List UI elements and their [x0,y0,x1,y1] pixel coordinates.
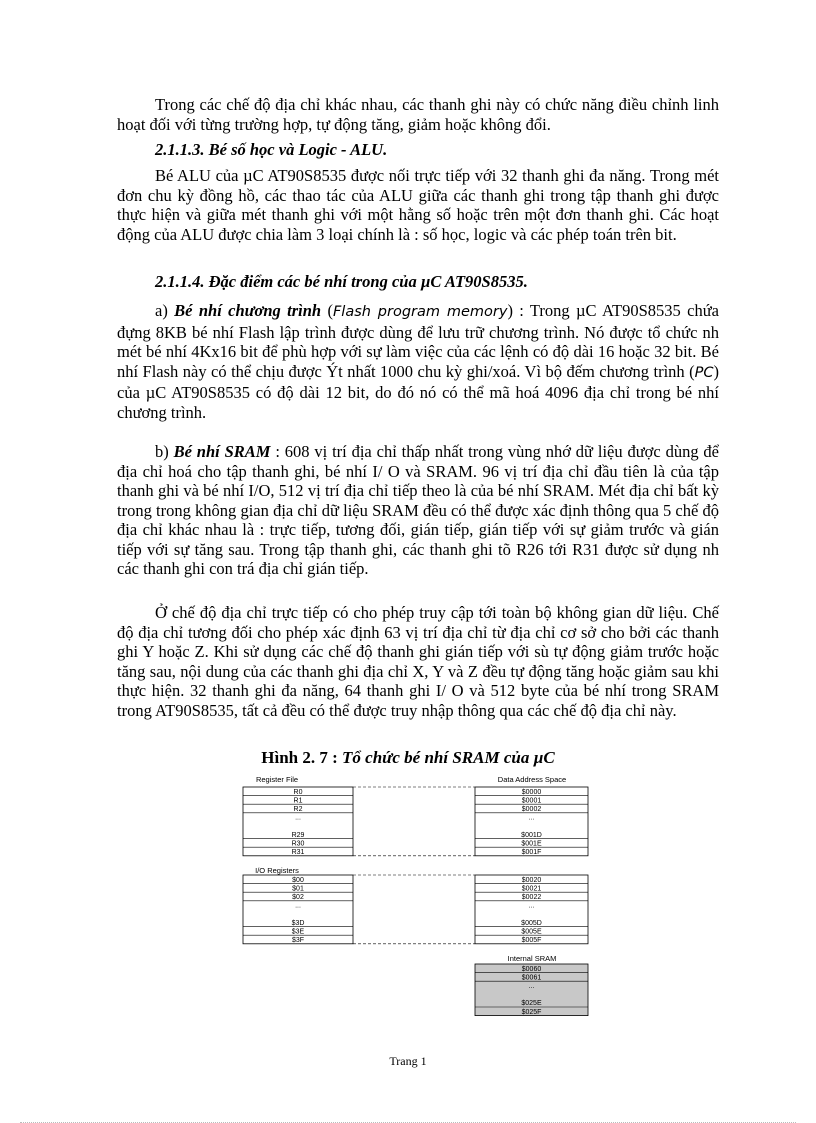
reg-address-cell: $001D [521,831,542,839]
para-a-term-en: Flash program memory [332,304,508,320]
sram-paragraph [117,442,719,579]
register-cell: R29 [291,831,305,839]
para-a-prefix: a) [155,301,175,320]
reg-address-cell: $001E [521,840,542,848]
io-register-cell: $01 [292,885,304,893]
caption-title: Tổ chức bé nhí SRAM của µC [342,748,555,767]
para-a-pc: PC [694,364,714,381]
register-cell: R0 [293,788,303,796]
internal-sram-column [475,964,588,1016]
reg-address-cell: ... [528,814,535,822]
register-cell: ... [295,814,301,822]
io-address-cell: $0021 [521,885,542,893]
address-modes-paragraph: Ở chế độ địa chỉ trực tiếp có cho phép truy cập tới toàn bộ không gian dữ liệu. Chế độ địa chỉ tương đối cho phép xác định 63 vị trí địa chỉ từ địa chỉ cơ sở cho bởi các thanh ghi Y hoặc Z. Khi sử dụng các chế độ thanh ghi gián tiếp với sù tự động giảm trước hoặc tăng sau, nội dung của các thanh ghi địa chỉ X, Y và Z đều tự động tăng hoặc giảm sau khi thực hiện. 32 thanh ghi đa năng, 64 thanh ghi I/ O và 512 byte của bé nhí trong SRAM trong AT90S8535, tất cả đều có thể được truy nhập thông qua các chế độ địa chỉ này. [117,603,719,720]
reg-address-cell: $0001 [521,797,542,805]
io-register-cell: $02 [292,894,304,901]
program-memory-paragraph [117,301,719,422]
para-a-term: Bé nhí chương trình [174,301,322,320]
reg-address-cell: $0002 [521,806,542,813]
alu-paragraph: Bé ALU của µC AT90S8535 được nối trực tiếp với 32 thanh ghi đa năng. Trong mét đơn chu kỳ đồng hồ, các thao tác của ALU giữa các thanh ghi trong tập thanh ghi được thực hiện và giữa mét thanh ghi với một hằng số hoặc trên một đơn thanh ghi. Các hoạt động của ALU được chia làm 3 loại chính là : số học, logic và các phép toán trên bit. [117,166,719,244]
page-number: Trang 1 [389,1054,427,1068]
sram-address-cell: $025F [521,1008,542,1016]
io-address-cell: ... [528,902,535,910]
io-address-cell: $005E [521,928,542,936]
io-registers-title: I/O Registers [255,866,299,875]
para-a-rest2: ) của µC AT90S8535 có độ dài 12 bit, do đó nó có thể mã hoá 4096 địa chỉ trong bé nhí chương trình. [117,361,719,422]
io-address-column [475,875,588,944]
io-register-cell: $3E [291,928,305,936]
sram-organization-diagram [235,774,595,1026]
heading-alu: 2.1.1.3. Bé số học và Logic - ALU. [155,140,388,159]
data-space-title: Data Address Space [497,775,567,784]
io-register-cell: ... [295,902,301,910]
caption-prefix: Hình 2. 7 : [261,748,343,767]
mapping-lines [353,787,475,944]
sram-address-cell: ... [528,983,535,990]
reg-address-cell: $0000 [521,788,542,796]
internal-sram-title: Internal SRAM [507,954,557,963]
intro-paragraph: Trong các chế độ địa chỉ khác nhau, các thanh ghi này có chức năng điều chỉnh linh hoạt đối với từng trường hợp, tự động tăng, giảm hoặc không đổi. [117,95,719,134]
para-b-prefix: b) [155,442,174,461]
register-cell: R1 [293,797,303,805]
io-address-cell: $0020 [521,876,542,884]
reg-address-cell: $001F [521,849,542,856]
io-registers-column [243,875,353,944]
io-register-cell: $3F [291,937,305,944]
io-register-cell: $00 [292,876,304,884]
register-file-title: Register File [255,775,299,784]
register-cell: R31 [291,849,305,856]
heading-memory: 2.1.1.4. Đặc điểm các bé nhí trong của µC AT90S8535. [155,272,528,291]
para-a-rest: ) : Trong µC AT90S8535 chứa đựng 8KB bé nhí Flash lập trình được dùng để lưu trữ chương trình. Nó được tổ chức nh mét bé nhí 4Kx16 bit để phù hợp với sự làm việc của các lệnh có độ dài 16 hoặc 32 bit. Bé nhí Flash này có thể chịu được Ýt nhất 1000 chu kỳ ghi/xoá. Vì bộ đếm chương trình ( [117,301,720,381]
sram-address-cell: $0061 [521,974,542,982]
io-register-cell: $3D [291,919,305,927]
register-file-column [243,787,353,856]
para-b-rest: : 608 vị trí địa chỉ thấp nhất trong vùng nhớ dữ liệu được dùng để địa chỉ hoá cho tập thanh ghi, bé nhí I/ O và SRAM. 96 vị trí địa chỉ đầu tiên là của tập thanh ghi và bé nhí I/O, 512 vị trí địa chỉ tiếp theo là của bé nhí SRAM. Mét địa chỉ bất kỳ trong trong không gian địa chỉ dữ liệu SRAM đều có thể được xác định thông qua 5 chế độ địa chỉ khác nhau là : trực tiếp, tương đối, gián tiếp, gián tiếp với sự giảm trước và gián tiếp với sự tăng sau. Trong tập thanh ghi, các thanh ghi tõ R26 tới R31 được sử dụng nh các thanh ghi con trá địa chỉ gián tiếp. [117,442,719,578]
io-address-cell: $005F [521,937,542,944]
sram-address-cell: $025E [521,1000,542,1008]
figure-caption [0,748,816,768]
para-a-open: ( [321,301,333,320]
sram-address-cell: $0060 [521,965,542,973]
register-cell: R2 [293,806,303,813]
io-address-cell: $0022 [521,894,542,901]
register-cell: R30 [291,840,305,848]
register-address-column [475,787,588,856]
para-b-term: Bé nhí SRAM [173,442,271,461]
io-address-cell: $005D [521,919,542,927]
